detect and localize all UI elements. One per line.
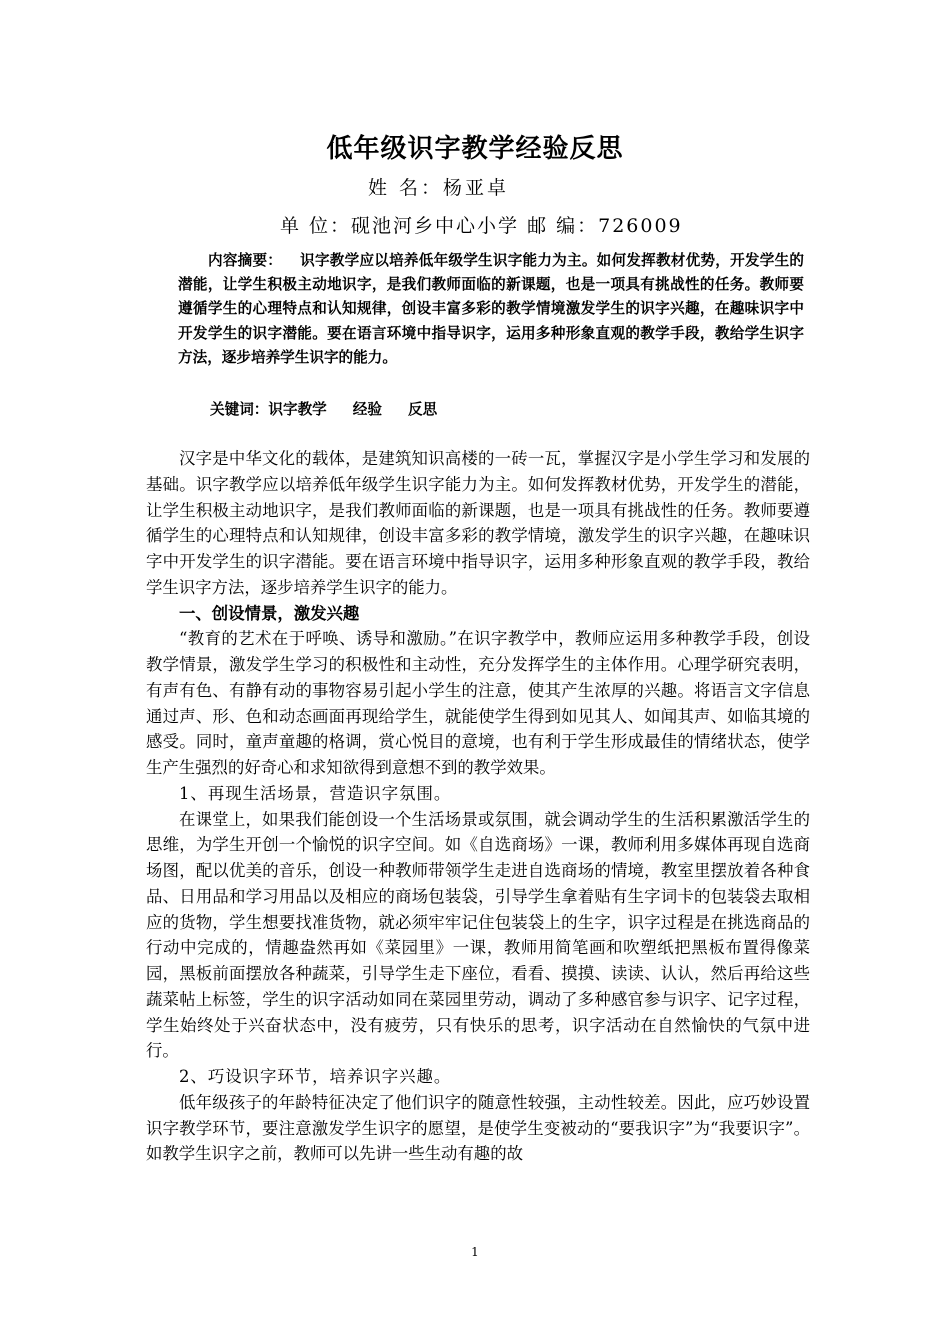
author-line: 姓 名：杨亚卓 [368,177,510,199]
body-paragraph: 低年级孩子的年龄特征决定了他们识字的随意性较强，主动性较差。因此，应巧妙设置识字教学环节，要注意激发学生识字的愿望，是使学生变被动的“要我识字”为“我要识字”。如教学生识字之前，教师可以先讲一些生动有趣的故 [146,1092,810,1164]
abstract-text: 识字教学应以培养低年级学生识字能力为主。如何发挥教材优势，开发学生的潜能，让学生积极主动地识字，是我们教师面临的新课题，也是一项具有挑战性的任务。教师要遵循学生的心理特点和认知规律，创设丰富多彩的教学情境激发学生的识字兴趣，在趣味识字中开发学生的识字潜能。要在语言环境中指导识字，运用多种形象直观的教学手段，教给学生识字方法，逐步培养学生识字的能力。 [178,252,804,366]
body-text [146,446,810,1167]
page-number: 1 [471,1245,479,1259]
keyword-item: 经验 [352,401,382,418]
keywords-label: 关键词： [210,401,269,418]
keyword-item: 识字教学 [268,401,327,418]
document-title: 低年级识字教学经验反思 [326,134,624,164]
keywords [210,398,463,422]
body-paragraph: 在课堂上，如果我们能创设一个生活场景或氛围，就会调动学生的生活积累激活学生的思维，为学生开创一个愉悦的识字空间。如《自选商场》一课，教师利用多媒体再现自选商场图，配以优美的音乐，创设一种教师带领学生走进自选商场的情境，教室里摆放着各种食品、日用品和学习用品以及相应的商场包装袋，引导学生拿着贴有生字词卡的包装袋去取相应的货物，学生想要找准货物，就必须牢牢记住包装袋上的生字，识字过程是在挑选商品的行动中完成的，情趣盎然再如《菜园里》一课，教师用简笔画和吹塑纸把黑板布置得像菜园，黑板前面摆放各种蔬菜，引导学生走下座位，看看、摸摸、读读、认认，然后再给这些蔬菜帖上标签，学生的识字活动如同在菜园里劳动，调动了多种感官参与识字、记字过程，学生始终处于兴奋状态中，没有疲劳，只有快乐的思考，识字活动在自然愉快的气氛中进行。 [146,809,810,1061]
unit-line: 单 位：砚池河乡中心小学 邮 编：726009 [280,215,683,237]
subsection-heading: 2、巧设识字环节，培养识字兴趣。 [179,1067,452,1086]
abstract [178,249,804,370]
keyword-item: 反思 [407,401,438,418]
subsection-heading: 1、再现生活场景，营造识字氛围。 [179,783,452,803]
abstract-label: 内容摘要： [208,252,283,269]
section-heading: 一、创设情景，激发兴趣 [179,603,360,623]
intro-paragraph: 汉字是中华文化的载体，是建筑知识高楼的一砖一瓦，掌握汉字是小学生学习和发展的基础。识字教学应以培养低年级学生识字能力为主。如何发挥教材优势，开发学生的潜能，让学生积极主动地识字，是我们教师面临的新课题，也是一项具有挑战性的任务。教师要遵循学生的心理特点和认知规律，创设丰富多彩的教学情境，激发学生的识字兴趣，在趣味识字中开发学生的识字潜能。要在语言环境中指导识字，运用多种形象直观的教学手段，教给学生识字方法，逐步培养学生识字的能力。 [146,449,810,597]
body-paragraph: “教育的艺术在于呼唤、诱导和激励。”在识字教学中，教师应运用多种教学手段，创设教学情景，激发学生学习的积极性和主动性，充分发挥学生的主体作用。心理学研究表明，有声有色、有静有动的事物容易引起小学生的注意，使其产生浓厚的兴趣。将语言文字信息通过声、形、色和动态画面再现给学生，就能使学生得到如见其人、如闻其声、如临其境的感受。同时，童声童趣的格调，赏心悦目的意境，也有利于学生形成最佳的情绪状态，使学生产生强烈的好奇心和求知欲得到意想不到的教学效果。 [146,629,810,777]
